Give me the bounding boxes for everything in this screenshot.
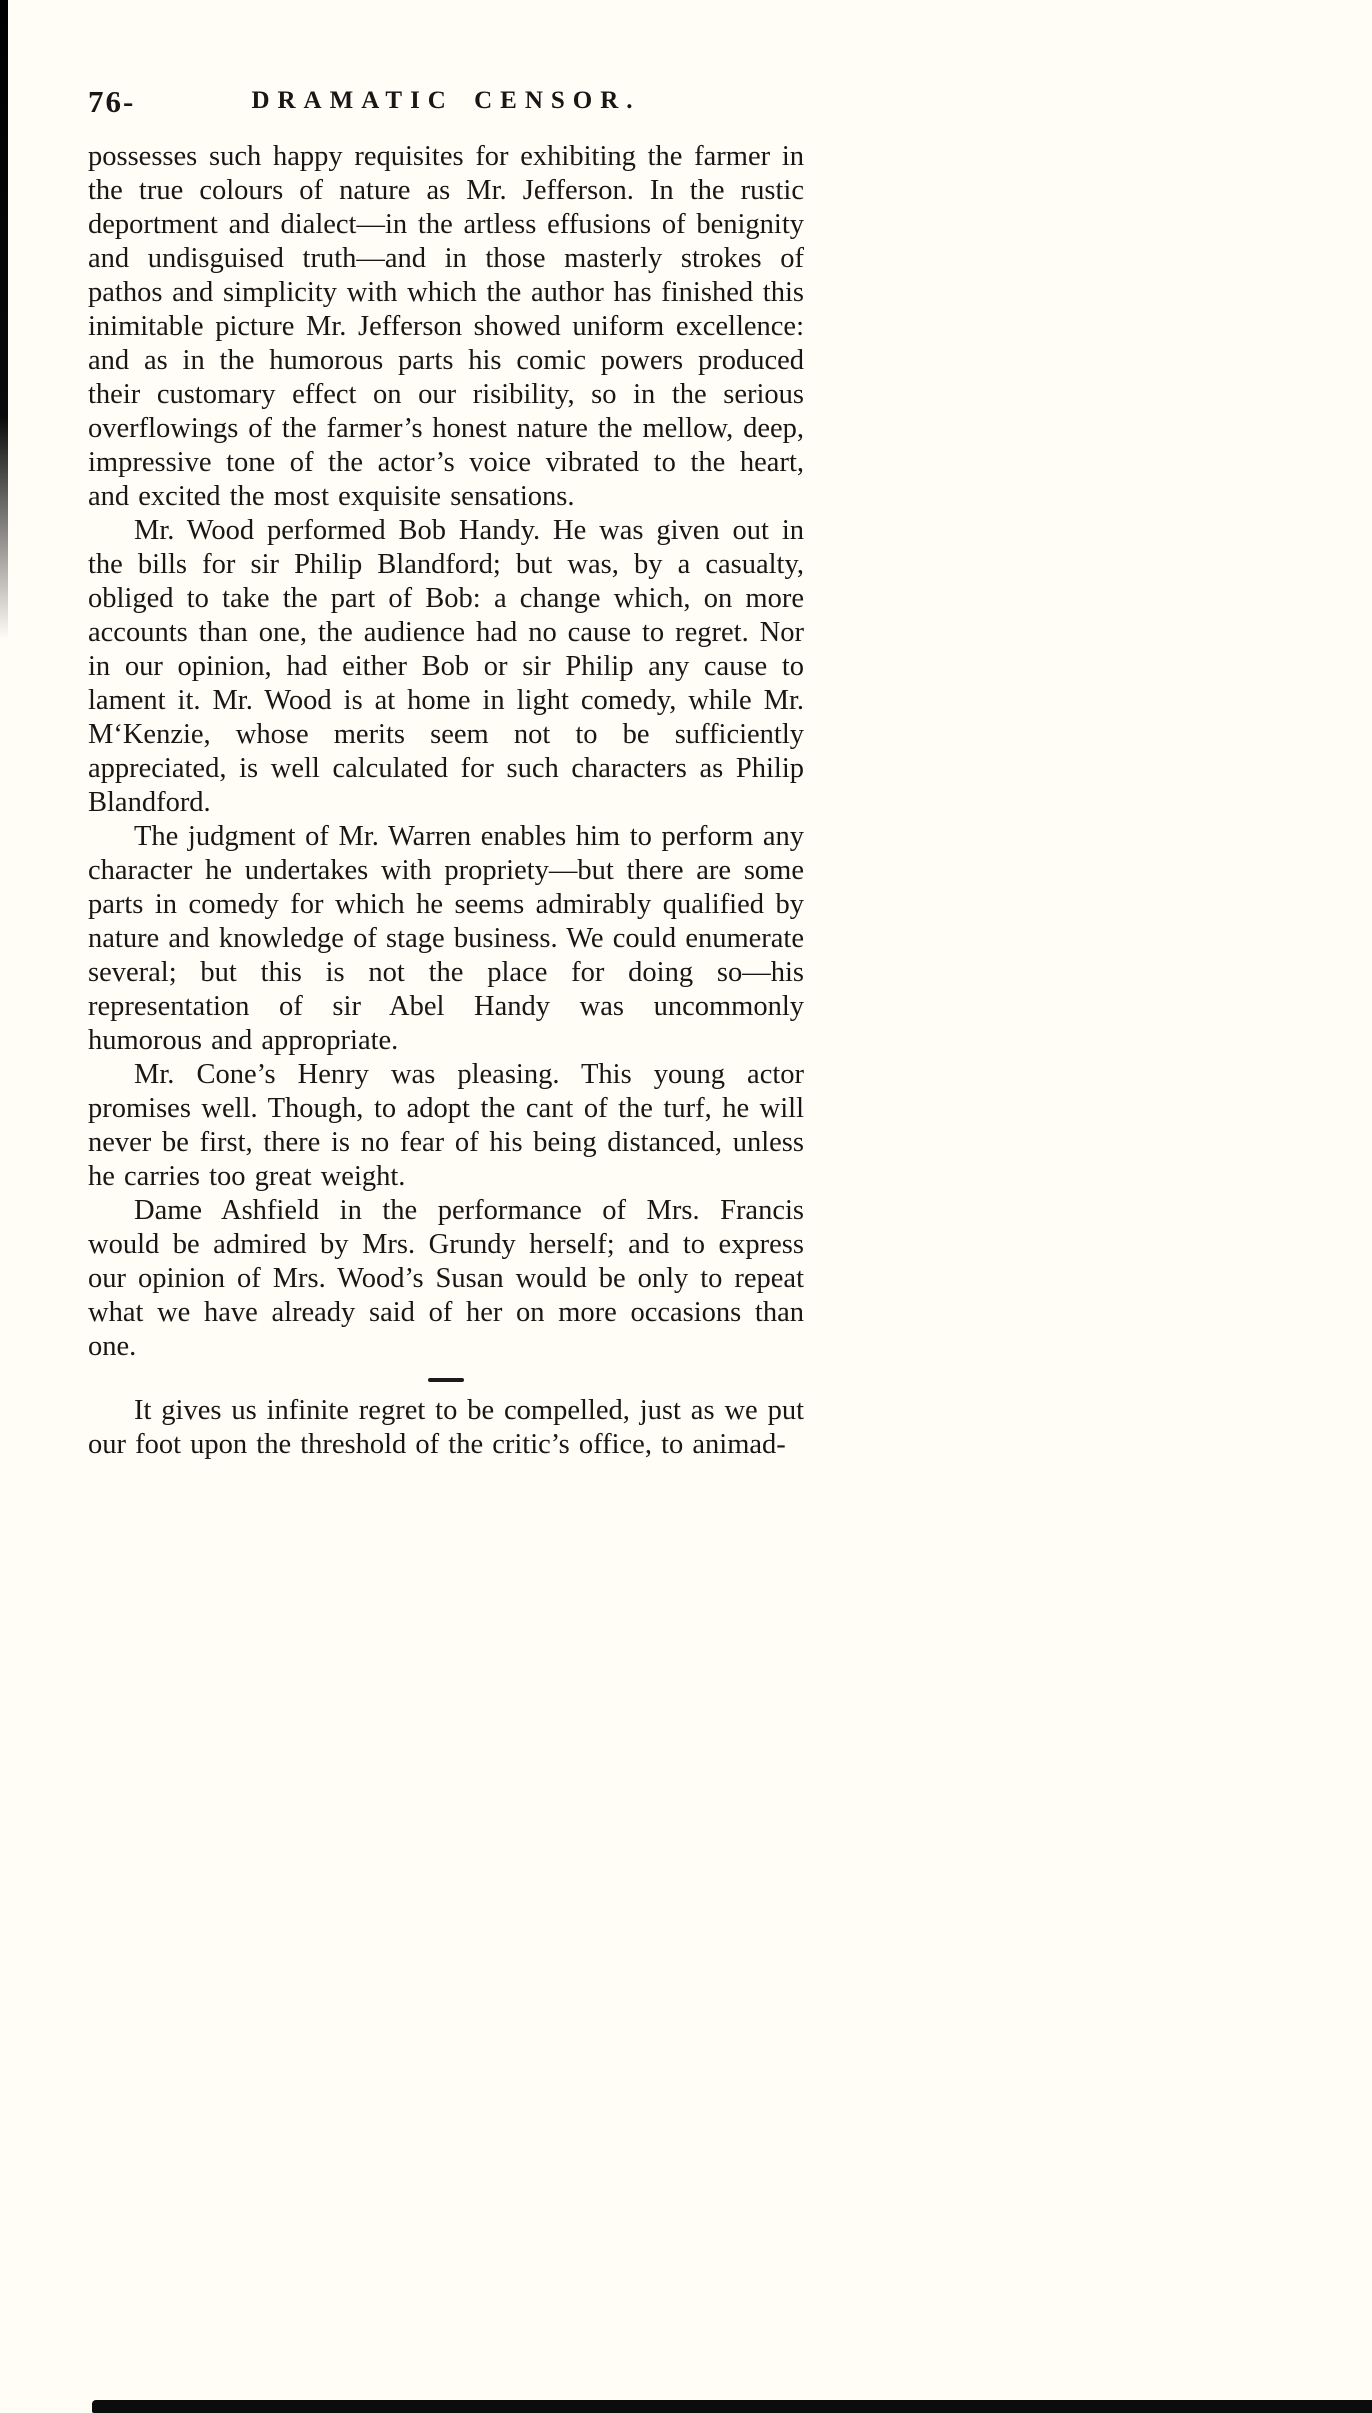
running-head — [88, 84, 804, 124]
paragraph: Mr. Cone’s Henry was pleasing. This young actor promises well. Though, to adopt the cant of the turf, he will never be first, there is no fear of his being distanced, unless he carries too great weight. — [88, 1059, 804, 1192]
scan-edge-artifact — [0, 0, 8, 640]
paragraph: possesses such happy requisites for exhibiting the farmer in the true colours of nature as Mr. Jefferson. In the rustic deportment and dialect—in the artless effusions of benignity and undisguised truth—and in those masterly strokes of pathos and simplicity with which the author has finished this inimitable picture Mr. Jefferson showed uniform excellence: and as in the humorous parts his comic powers produced their customary effect on our risibility, so in the serious overflowings of the farmer’s honest nature the mellow, deep, impressive tone of the actor’s voice vibrated to the heart, and excited the most exquisite sensations. — [88, 141, 804, 512]
page-number: 76- — [88, 84, 136, 119]
paragraph: Dame Ashfield in the performance of Mrs. Francis would be admired by Mrs. Grundy herself; and to express our opinion of Mrs. Wood’s Susan would be only to repeat what we have already said of her on more occasions than one. — [88, 1195, 804, 1362]
scan-bottom-artifact — [92, 2400, 1372, 2413]
paragraph: Mr. Wood performed Bob Handy. He was given out in the bills for sir Philip Blandford; but was, by a casualty, obliged to take the part of Bob: a change which, on more accounts than one, the audience had no cause to regret. Nor in our opinion, had either Bob or sir Philip any cause to lament it. Mr. Wood is at home in light comedy, while Mr. M‘Kenzie, whose merits seem not to be sufficiently appreciated, is well calculated for such characters as Philip Blandford. — [88, 515, 804, 818]
section-divider — [428, 1378, 464, 1382]
running-title: DRAMATIC CENSOR. — [251, 87, 641, 114]
paragraph: The judgment of Mr. Warren enables him to perform any character he undertakes with propriety—but there are some parts in comedy for which he seems admirably qualified by nature and knowledge of stage business. We could enumerate several; but this is not the place for doing so—his representation of sir Abel Handy was uncommonly humorous and appropriate. — [88, 821, 804, 1056]
paragraph: It gives us infinite regret to be compelled, just as we put our foot upon the threshold of the critic’s office, to animad- — [88, 1395, 804, 1460]
page-body — [88, 140, 804, 1462]
